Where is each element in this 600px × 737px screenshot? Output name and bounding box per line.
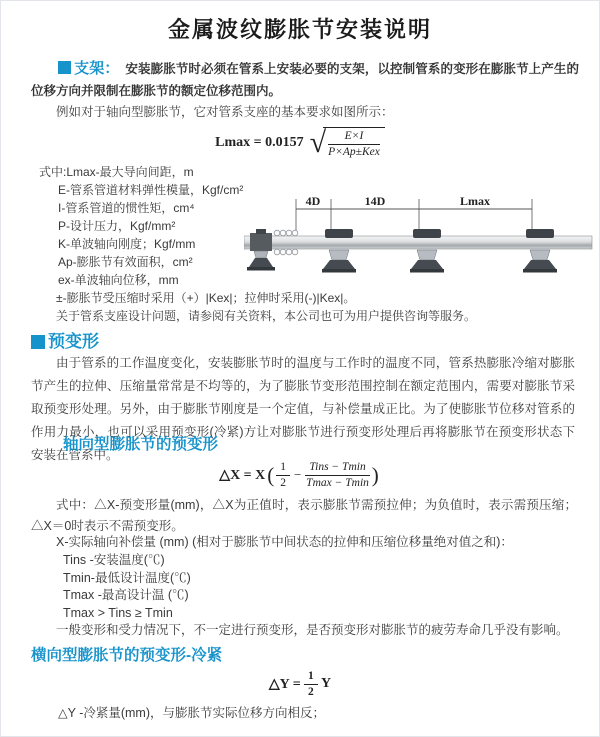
lmax-formula-lhs: Lmax = 0.0157 bbox=[215, 135, 304, 150]
one-half-fraction bbox=[304, 670, 318, 699]
radical-sign-icon: √ bbox=[309, 126, 327, 159]
predeform-general-note: 一般变形和受力情况下，不一定进行预变形，是否预变形对膨胀节的疲劳寿命几乎没有影响。 bbox=[56, 623, 569, 637]
temperature-fraction bbox=[305, 461, 369, 490]
lateral-formula-lhs: △Y = bbox=[268, 676, 301, 692]
definition-p: P-设计压力，Kgf/mm² bbox=[58, 219, 176, 233]
one-half-fraction bbox=[276, 461, 290, 490]
fraction-numerator: E×I bbox=[328, 130, 380, 145]
definition-lmax: 式中:Lmax-最大导向间距，m bbox=[39, 165, 194, 179]
pipe-support-icon bbox=[322, 229, 356, 273]
support-intro-text: 安装膨胀节时必须在管系上安装必要的支架，以控制管系的变形在膨胀节上产生的位移方向并限制在膨胀节的额定位移范围内。 bbox=[31, 62, 579, 98]
half-numerator: 1 bbox=[304, 670, 318, 685]
fraction-denominator: P×Ap±Kex bbox=[328, 146, 380, 158]
cold-tightening-note: △Y -冷紧量(mm)，与膨胀节实际位移方向相反； bbox=[58, 706, 326, 720]
half-denominator: 2 bbox=[280, 476, 287, 489]
pipe-support-icon bbox=[523, 229, 557, 273]
temp-inequality-line: Tmax > Tins ≥ Tmin bbox=[63, 605, 173, 620]
half-numerator: 1 bbox=[276, 461, 290, 476]
support-section-heading: 支架： bbox=[74, 60, 120, 77]
tins-line: Tins -安装温度(℃) bbox=[63, 553, 165, 567]
tmax-line: Tmax -最高设计温 (℃) bbox=[63, 588, 189, 602]
open-paren: ( bbox=[267, 463, 275, 487]
close-paren: ) bbox=[371, 463, 379, 487]
predeform-body-paragraph: 由于管系的工作温度变化，安装膨胀节时的温度与工作时的温度不同，管系热膨胀冷缩对膨胀节产生的拉伸、压缩量常常是不均等的，为了膨胀节变形范围控制在额定范围内，需要对膨胀节采取预变形处理。另外，由于膨胀节刚度是一个定值，与补偿量成正比。为了使膨胀节位移对管系的作用力最小，也可以采用预变形(冷紧)方让对膨胀节进行预变形处理后再将膨胀节在预变形状态下安装在管系中。 bbox=[31, 356, 575, 462]
half-denominator: 2 bbox=[307, 685, 314, 698]
sqrt-radical bbox=[310, 127, 385, 159]
axial-subsection-title: 轴向型膨胀节的预变形 bbox=[63, 436, 219, 453]
support-example-line: 例如对于轴向型膨胀节，它对管系支座的基本要求如图所示： bbox=[56, 105, 394, 119]
lmax-formula-fraction bbox=[328, 130, 380, 159]
definition-ap: Ap-膨胀节有效面积，cm² bbox=[58, 255, 193, 269]
support-intro-paragraph bbox=[31, 58, 579, 102]
temp-numerator: Tins − Tmin bbox=[305, 461, 369, 476]
axial-formula-lhs: △X = X bbox=[219, 467, 266, 483]
dimension-label-4d: 4D bbox=[305, 194, 321, 208]
definition-e: E-管系管道材料弹性模量，Kgf/cm² bbox=[58, 183, 244, 197]
anchor-support-icon bbox=[247, 229, 275, 271]
lateral-subsection-title: 横向型膨胀节的预变形-冷紧 bbox=[31, 647, 223, 664]
predeform-heading: 预变形 bbox=[48, 332, 99, 351]
dimension-label-14d: 14D bbox=[364, 194, 386, 208]
temperature-definitions bbox=[63, 552, 191, 622]
predeform-section-header bbox=[31, 327, 99, 352]
temp-denominator: Tmax − Tmin bbox=[306, 476, 369, 489]
section-bullet-icon bbox=[58, 61, 71, 74]
page-title: 金属波纹膨胀节安装说明 bbox=[167, 17, 432, 42]
lmax-formula bbox=[1, 125, 599, 161]
pipe-support-icon bbox=[410, 229, 444, 273]
minus-sign: − bbox=[294, 467, 302, 482]
axial-formula bbox=[1, 457, 599, 493]
pipe-diagram-svg bbox=[244, 193, 594, 288]
definition-plusminus: ±-膨胀节受压缩时采用（+）|Kex|；拉伸时采用(-)|Kex|。 bbox=[56, 291, 356, 305]
definition-ex: ex-单波轴向位移，mm bbox=[58, 273, 179, 287]
tmin-line: Tmin-最低设计温度(℃) bbox=[63, 570, 191, 585]
pipe-support-diagram bbox=[244, 193, 594, 288]
support-consulting-note: 关于管系支座设计问题，请参阅有关资料，本公司也可为用户提供咨询等服务。 bbox=[56, 309, 477, 323]
definition-i: I-管系管道的惯性矩，cm⁴ bbox=[58, 201, 195, 215]
dimension-label-lmax: Lmax bbox=[460, 194, 490, 208]
x-definition-line: X-实际轴向补偿量 (mm) (相对于膨胀节中间状态的拉伸和压缩位移量绝对值之和)： bbox=[56, 535, 513, 549]
section-bullet-icon bbox=[31, 335, 45, 349]
axial-formula-explanation: 式中：△X-预变形量(mm)，△X为正值时，表示膨胀节需预拉伸；为负值时，表示需预压缩；△X＝0时表示不需预变形。 bbox=[31, 498, 577, 533]
lateral-formula-rhs: Y bbox=[320, 676, 332, 691]
definition-k: K-单波轴向刚度；Kgf/mm bbox=[58, 237, 196, 251]
lateral-formula bbox=[1, 669, 599, 699]
